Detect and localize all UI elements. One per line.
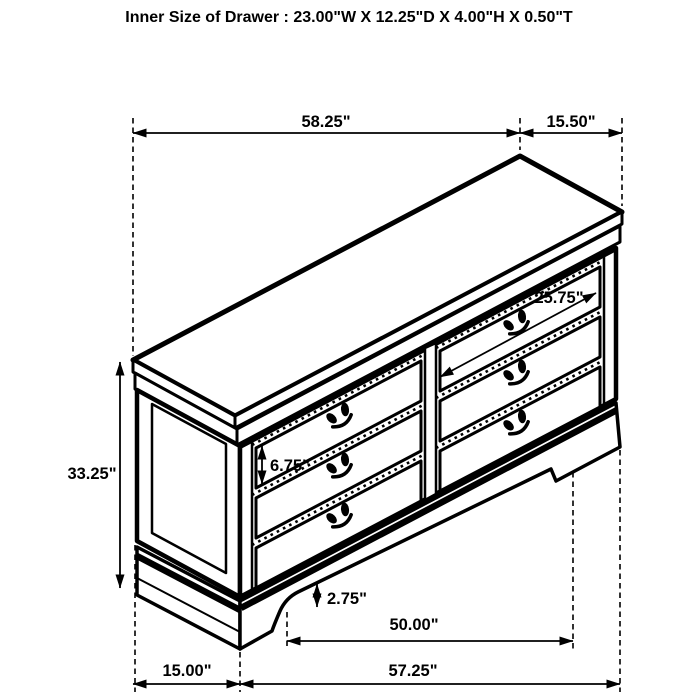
dim-top-depth — [520, 113, 622, 133]
dim-label-foot-height: 2.75" — [327, 590, 367, 608]
dim-label-top-depth: 15.50" — [546, 113, 596, 131]
dim-label-base-side-depth: 15.00" — [162, 662, 212, 680]
dresser-drawing — [133, 156, 622, 649]
dim-label-base-arch-width: 50.00" — [389, 616, 439, 634]
dim-overall-height — [67, 362, 120, 588]
dim-foot-height — [317, 584, 367, 608]
dim-base-width — [240, 662, 620, 684]
dim-top-width — [133, 113, 520, 133]
dim-label-top-width: 58.25" — [301, 113, 351, 131]
diagram-title: Inner Size of Drawer : 23.00"W X 12.25"D X 4.00"H X 0.50"T — [125, 9, 573, 26]
dim-base-arch-width — [287, 616, 573, 641]
dim-base-side-depth — [133, 662, 240, 684]
center-stile — [425, 343, 436, 500]
dim-label-base-width: 57.25" — [388, 662, 438, 680]
dim-label-drawer-width: 25.75" — [534, 289, 584, 307]
dim-label-overall-height: 33.25" — [67, 465, 117, 483]
dim-label-drawer-height: 6.75" — [270, 457, 310, 475]
